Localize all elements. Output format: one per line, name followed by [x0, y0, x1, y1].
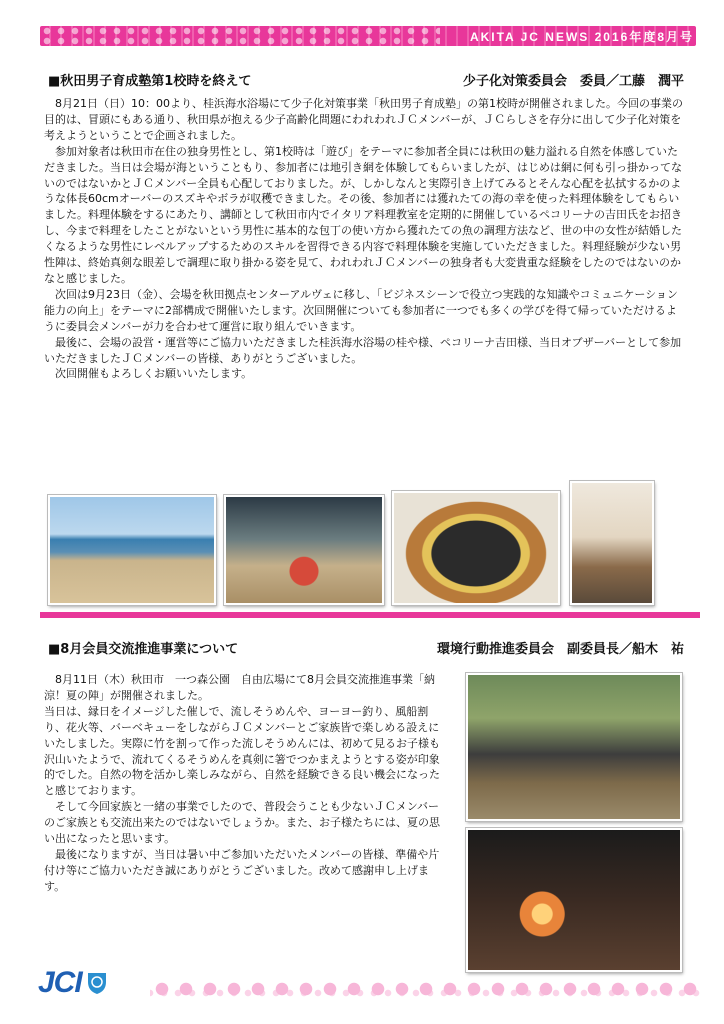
- article2-heading: [48, 638, 684, 657]
- section-divider: [40, 612, 700, 618]
- nagashi-somen-photo: [466, 673, 682, 821]
- cooking-class-photo: [570, 481, 654, 605]
- article1-title: ■秋田男子育成塾第1校時を終えて: [48, 74, 252, 89]
- seafood-dish-photo: [392, 491, 560, 605]
- jci-emblem-icon: [84, 970, 110, 996]
- jci-logo: [38, 966, 110, 1000]
- article2-title: ■8月会員交流推進事業について: [48, 642, 239, 657]
- footer-decoration: [150, 978, 700, 1000]
- fish-catch-photo: [224, 495, 384, 605]
- article1-heading: [48, 70, 684, 89]
- beach-net-photo: [48, 495, 216, 605]
- jci-logo-text: JCI: [38, 966, 82, 999]
- newsletter-label: AKITA JC NEWS 2016年度8月号: [469, 30, 694, 44]
- article2-body: 8月11日（木）秋田市 一つ森公園 自由広場にて8月会員交流推進事業「納涼！夏の陣」が開催されました。 当日は、縁日をイメージした催しで、流しそうめんや、ヨーヨー釣り、風船割り、花火等、バーベキューをしながらＪＣメンバーとご家族皆で楽しめる設えにいたしました。実際に竹を割って作った流しそうめんには、初めて見るお子様も沢山いたようで、流れてくるそうめんを真剣に箸でつかまえようとする姿が印象的でした。自然の物を活かし楽しみながら、自然を経験できる良い機会になったと感じております。 そして今回家族と一緒の事業でしたので、普段会うことも少ないＪＣメンバーのご家族とも交流出来たのではないでしょうか。また、お子様たちには、夏の思い出になったと思います。 最後になりますが、当日は暑い中ご参加いただいたメンバーの皆様、準備や片付け等にご協力いただき誠にありがとうございました。改めて感謝申し上げます。: [44, 673, 440, 893]
- article2-byline: 環境行動推進委員会 副委員長／船木 祐: [436, 642, 684, 657]
- article1-byline: 少子化対策委員会 委員／工藤 潤平: [462, 74, 684, 89]
- article1-body: 8月21日（日）10：00より、桂浜海水浴場にて少子化対策事業「秋田男子育成塾」の第1校時が開催されました。今回の事業の目的は、冒頭にもある通り、秋田県が抱える少子高齢化問題にわれわれＪＣメンバーが、ＪＣらしさを存分に出して少子化対策を考えようということで企画されました。 参加対象者は秋田市在住の独身男性とし、第1校時は「遊び」をテーマに参加者全員には秋田の魅力溢れる自然を体感していただきました。当日は会場が海ということもり、参加者には地引き網を体験してもらいましたが、はじめは網に何も引っ掛かってないのではないかとＪＣメンバー全員も心配しておりました。が、しかしなんと実際引き上げてみるとそんな心配を払拭するかのような体長60cmオーバーのスズキやボラが収穫できました。その後、参加者には獲れたての海の幸を使った料理体験をしてもらいました。料理体験をするにあたり、講師として秋田市内でイタリア料理教室を定期的に開催しているペコリーナの吉田氏をお招きし、今まで料理をしたことがないという男性に基本的な包丁の使い方から獲れたての魚の調理方法など、世の中の女性が結婚したくなるような男性にレベルアップするためのスキルを習得できる内容で料理体験を実施していただきました。料理経験が少ない男性陣は、終始真剣な眼差しで調理に取り掛かる姿を見て、われわれＪＣメンバーの独身者も大変貴重な経験をしたのではないのかなと感じました。 次回は9月23日（金）、会場を秋田拠点センターアルヴェに移し、「ビジネスシーンで役立つ実践的な知識やコミュニケーション能力の向上」をテーマに2部構成で開催いたします。次回開催についても参加者に一つでも多くの学びを得て帰っていただけるように委員会メンバーが力を合わせて運営に取り組んでいきます。 最後に、会場の設営・運営等にご協力いただきました桂浜海水浴場の桂や様、ペコリーナ吉田様、当日オブザーバーとして参加いただきましたＪＣメンバーの皆様、ありがとうございました。 次回開催もよろしくお願いいたします。: [44, 97, 683, 381]
- header-decoration: [40, 26, 440, 46]
- fireworks-photo: [466, 828, 682, 972]
